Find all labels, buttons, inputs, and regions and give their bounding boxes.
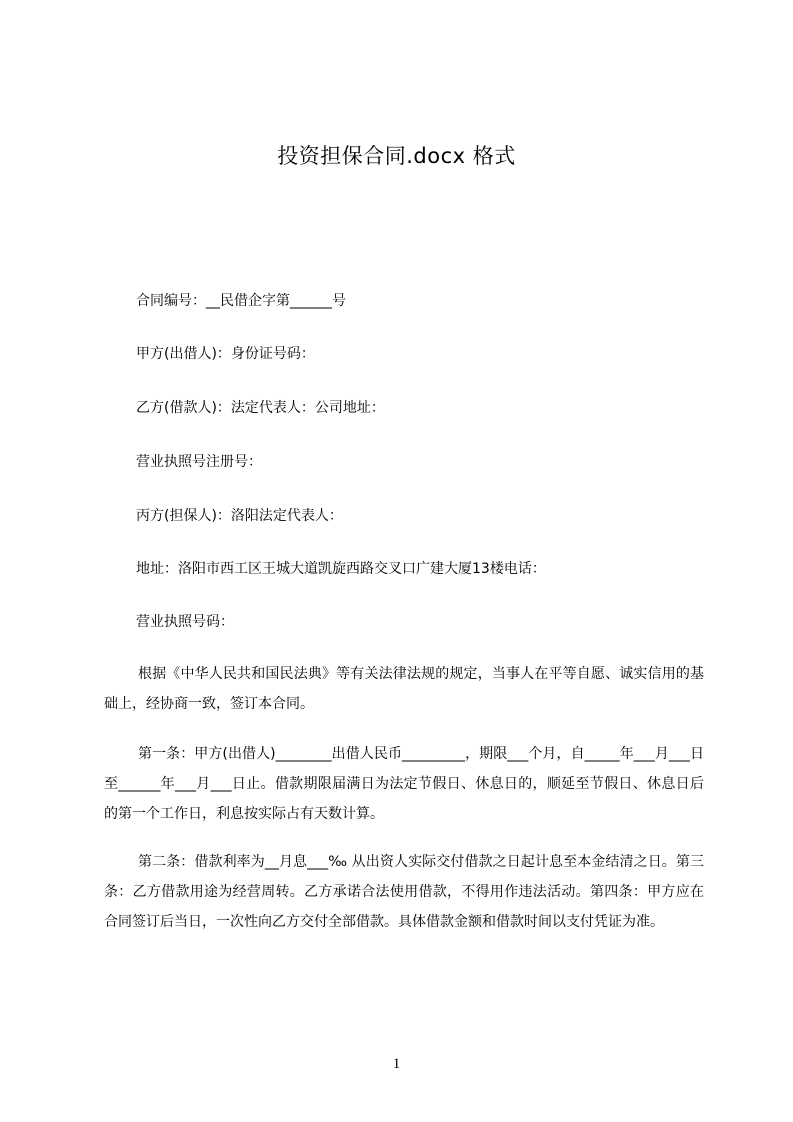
address-field: 地址：洛阳市西工区王城大道凯旋西路交叉口广建大厦13楼电话： xyxy=(136,561,546,577)
business-license-registration-field: 营业执照号注册号： xyxy=(136,454,262,470)
page-number: 1 xyxy=(392,1056,401,1072)
article-two-paragraph: 第二条：借款利率为__月息___‰ 从出资人实际交付借款之日起计息至本金结清之日。第三条：乙方借款用途为经营周转。乙方承诺合法使用借款，不得用作违法活动。第四条：甲方应在合同签订后当日，一次性向乙方交付全部借款。具体借款金额和借款时间以支付凭证为准。 xyxy=(104,854,704,930)
party-b-field: 乙方(借款人)：法定代表人：公司地址： xyxy=(136,400,385,416)
preamble-paragraph: 根据《中华人民共和国民法典》等有关法律法规的规定，当事人在平等自愿、诚实信用的基础上，经协商一致，签订本合同。 xyxy=(104,666,704,712)
business-license-number-field: 营业执照号码： xyxy=(136,614,234,630)
article-one-paragraph: 第一条：甲方(出借人)________出借人民币_________，期限___个月，自_____年___月___日至______年___月___日止。借款期限届满日为法定节假日、休息日的，顺延至节假日、休息日后的第一个工作日，利息按实际占有天数计算。 xyxy=(104,746,704,822)
document-title: 投资担保合同.docx 格式 xyxy=(277,144,516,168)
contract-number-field: 合同编号：__民借企字第______号 xyxy=(136,293,346,309)
party-a-field: 甲方(出借人)：身份证号码： xyxy=(136,346,315,362)
party-c-field: 丙方(担保人)：洛阳法定代表人： xyxy=(136,508,343,524)
